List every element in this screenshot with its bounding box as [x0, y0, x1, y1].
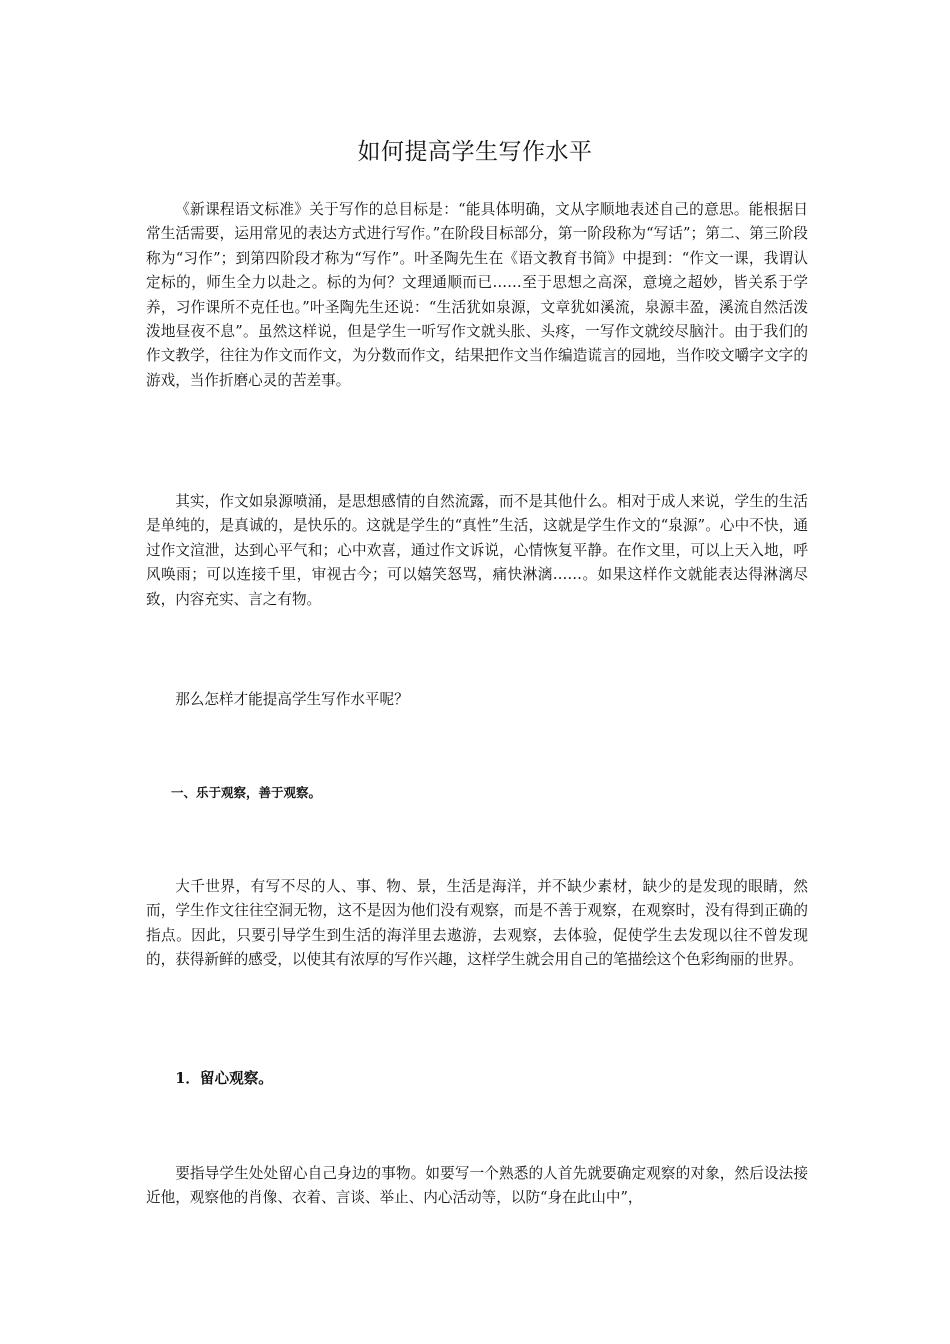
paragraph-intro: 《新课程语文标准》关于写作的总目标是：“能具体明确，文从字顺地表述自己的意思。能根据日常生活需要，运用常见的表达方式进行写作。”在阶段目标部分，第一阶段称为“写话”；第二、第三阶段称为“习作”；到第四阶段才称为“写作”。叶圣陶先生在《语文教育书简》中提到：“作文一课，我谓认定标的，师生全力以赴之。标的为何？文理通顺而已……至于思想之高深，意境之超妙，皆关系于学养，习作课所不克任也。”叶圣陶先生还说：“生活犹如泉源，文章犹如溪流，泉源丰盈，溪流自然活泼泼地昼夜不息”。虽然这样说，但是学生一听写作文就头胀、头疼，一写作文就绞尽脑汁。由于我们的作文教学，往往为作文而作文，为分数而作文，结果把作文当作编造谎言的园地，当作咬文嚼字文字的游戏，当作折磨心灵的苦差事。 [146, 201, 808, 389]
paragraph-essence: 其实，作文如泉源喷涌，是思想感情的自然流露，而不是其他什么。相对于成人来说，学生的生活是单纯的，是真诚的，是快乐的。这就是学生的“真性”生活，这就是学生作文的“泉源”。心中不快，通过作文渲泄，达到心平气和；心中欢喜，通过作文诉说，心情恢复平静。在作文里，可以上天入地，呼风唤雨；可以连接千里，审视古今；可以嬉笑怒骂，痛快淋漓……。如果这样作文就能表达得淋漓尽致，内容充实、言之有物。 [146, 493, 808, 608]
paragraph-observe: 大千世界，有写不尽的人、事、物、景，生活是海洋，并不缺少素材，缺少的是发现的眼睛，然而，学生作文往往空洞无物，这不是因为他们没有观察，而是不善于观察，在观察时，没有得到正确的指点。因此，只要引导学生到生活的海洋里去遨游，去观察，去体验，促使学生去发现以往不曾发现的，获得新鲜的感受，以使其有浓厚的写作兴趣，这样学生就会用自己的笔描绘这个色彩绚丽的世界。 [146, 878, 808, 969]
paragraph-question: 那么怎样才能提高学生写作水平呢？ [175, 691, 409, 708]
paragraph-attentive: 要指导学生处处留心自己身边的事物。如要写一个熟悉的人首先就要确定观察的对象，然后设法接近他，观察他的肖像、衣着、言谈、举止、内心活动等，以防“身在此山中”， [146, 1165, 808, 1207]
subsection-heading-attentive: 1．留心观察。 [175, 1070, 273, 1087]
section-heading-observe: 一、乐于观察，善于观察。 [171, 785, 322, 800]
document-title: 如何提高学生写作水平 [357, 139, 593, 165]
